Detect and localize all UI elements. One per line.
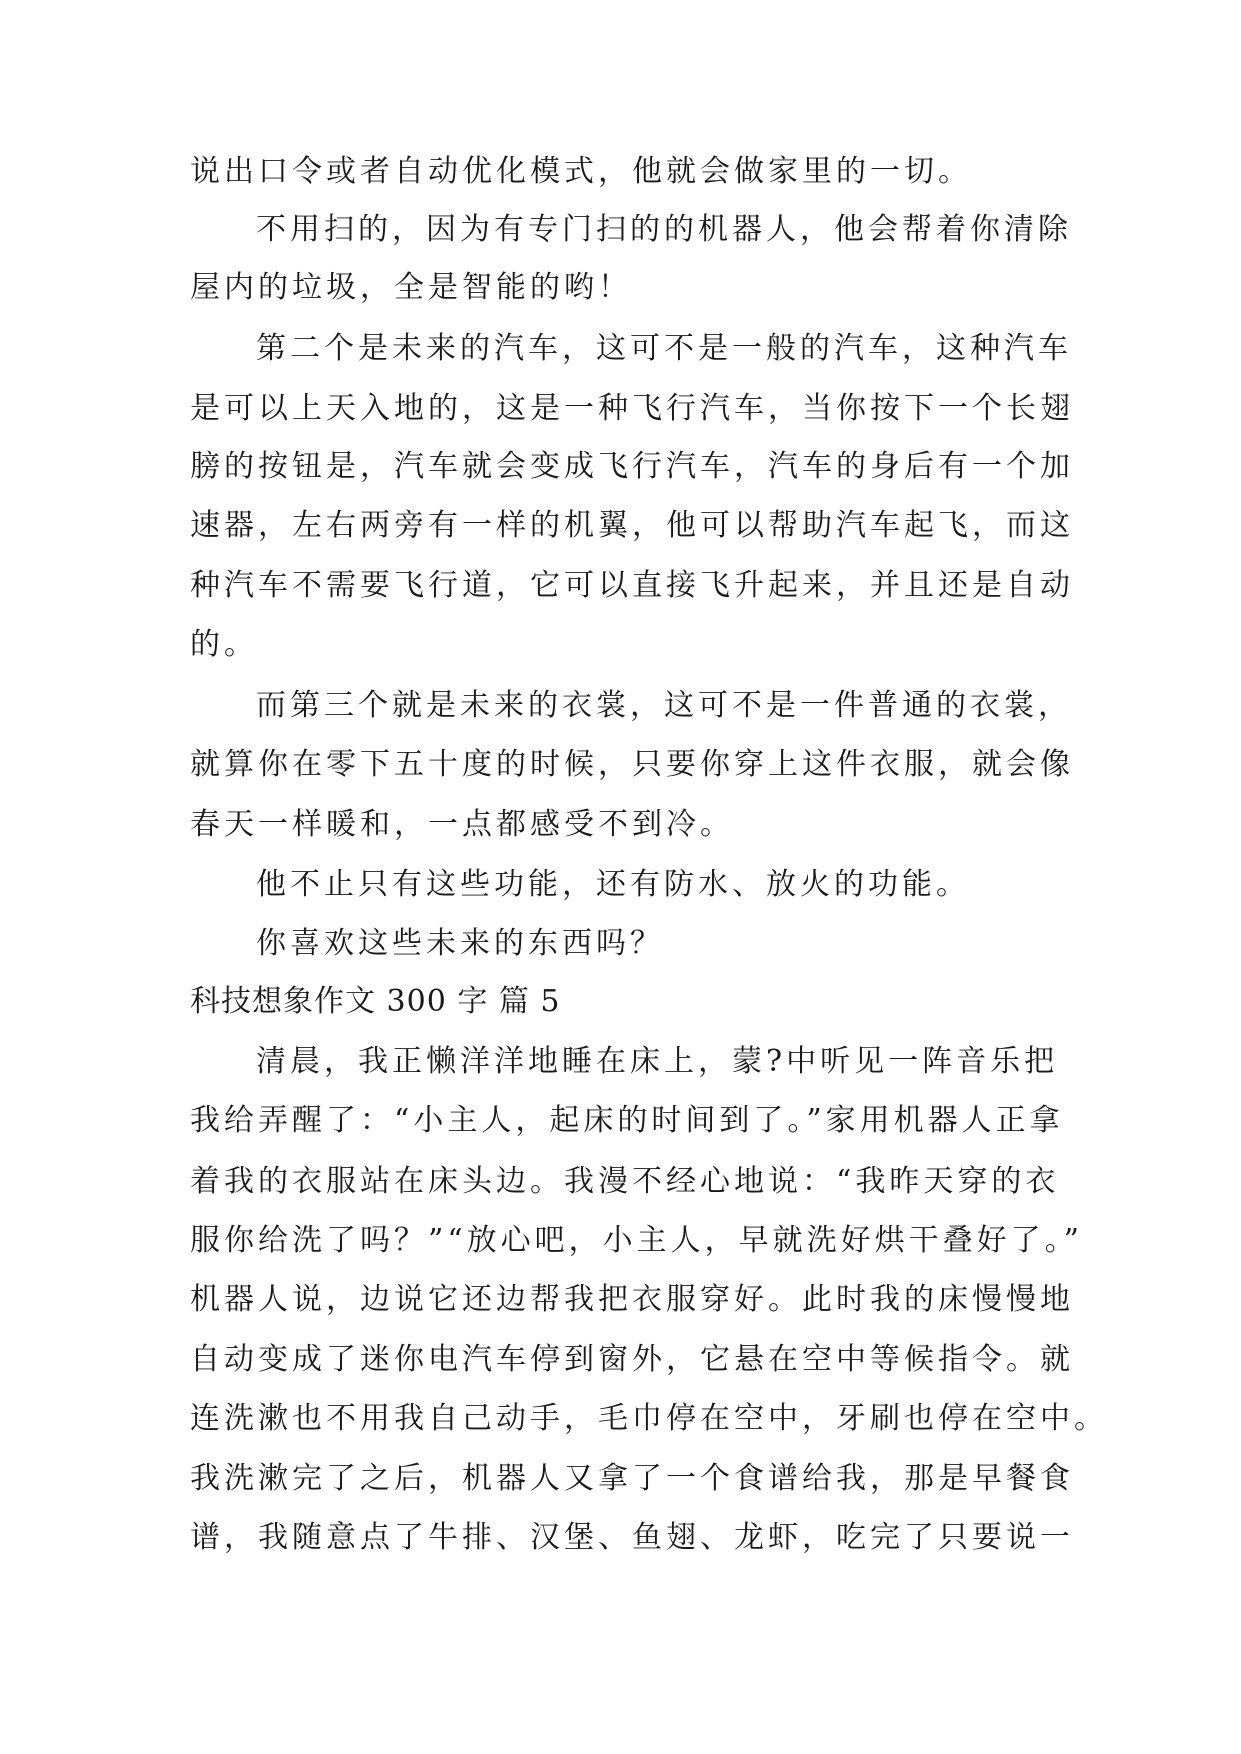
text-line: 种汽车不需要飞行道，它可以直接飞升起来，并且还是自动 bbox=[190, 568, 1074, 603]
text-line: 的。 bbox=[190, 627, 258, 662]
section-heading: 科技想象作文 300 字 篇 5 bbox=[190, 984, 561, 1019]
text-line: 谱，我随意点了牛排、汉堡、鱼翅、龙虾，吃完了只要说一 bbox=[190, 1520, 1074, 1555]
text-line: 屋内的垃圾，全是智能的哟！ bbox=[190, 270, 632, 305]
text-line: 就算你在零下五十度的时候，只要你穿上这件衣服，就会像 bbox=[190, 747, 1074, 782]
text-line: 服你给洗了吗？”“放心吧，小主人，早就洗好烘干叠好了。” bbox=[190, 1223, 1084, 1258]
text-line: 我洗漱完了之后，机器人又拿了一个食谱给我，那是早餐食 bbox=[190, 1461, 1074, 1496]
text-line: 着我的衣服站在床头边。我漫不经心地说：“我昨天穿的衣 bbox=[190, 1164, 1060, 1199]
text-line: 你喜欢这些未来的东西吗？ bbox=[256, 926, 664, 961]
text-line: 春天一样暖和，一点都感受不到冷。 bbox=[190, 807, 734, 842]
text-line: 膀的按钮是，汽车就会变成飞行汽车，汽车的身后有一个加 bbox=[190, 449, 1074, 484]
text-line: 说出口令或者自动优化模式，他就会做家里的一切。 bbox=[190, 154, 972, 189]
text-line: 是可以上天入地的，这是一种飞行汽车，当你按下一个长翅 bbox=[190, 391, 1074, 426]
text-line: 速器，左右两旁有一样的机翼，他可以帮助汽车起飞，而这 bbox=[190, 508, 1074, 543]
text-line: 自动变成了迷你电汽车停到窗外，它悬在空中等候指令。就 bbox=[190, 1342, 1074, 1377]
text-line: 清晨，我正懒洋洋地睡在床上，蒙?中听见一阵音乐把 bbox=[256, 1044, 1059, 1079]
text-line: 而第三个就是未来的衣裳，这可不是一件普通的衣裳， bbox=[256, 688, 1072, 723]
text-line: 第二个是未来的汽车，这可不是一般的汽车，这种汽车 bbox=[256, 331, 1072, 366]
text-line: 连洗漱也不用我自己动手，毛巾停在空中，牙刷也停在空中。 bbox=[190, 1401, 1108, 1436]
text-line: 机器人说，边说它还边帮我把衣服穿好。此时我的床慢慢地 bbox=[190, 1282, 1074, 1317]
text-line: 我给弄醒了：“小主人，起床的时间到了。”家用机器人正拿 bbox=[190, 1103, 1064, 1138]
text-line: 不用扫的，因为有专门扫的的机器人，他会帮着你清除 bbox=[256, 212, 1072, 247]
text-line: 他不止只有这些功能，还有防水、放火的功能。 bbox=[256, 867, 970, 902]
